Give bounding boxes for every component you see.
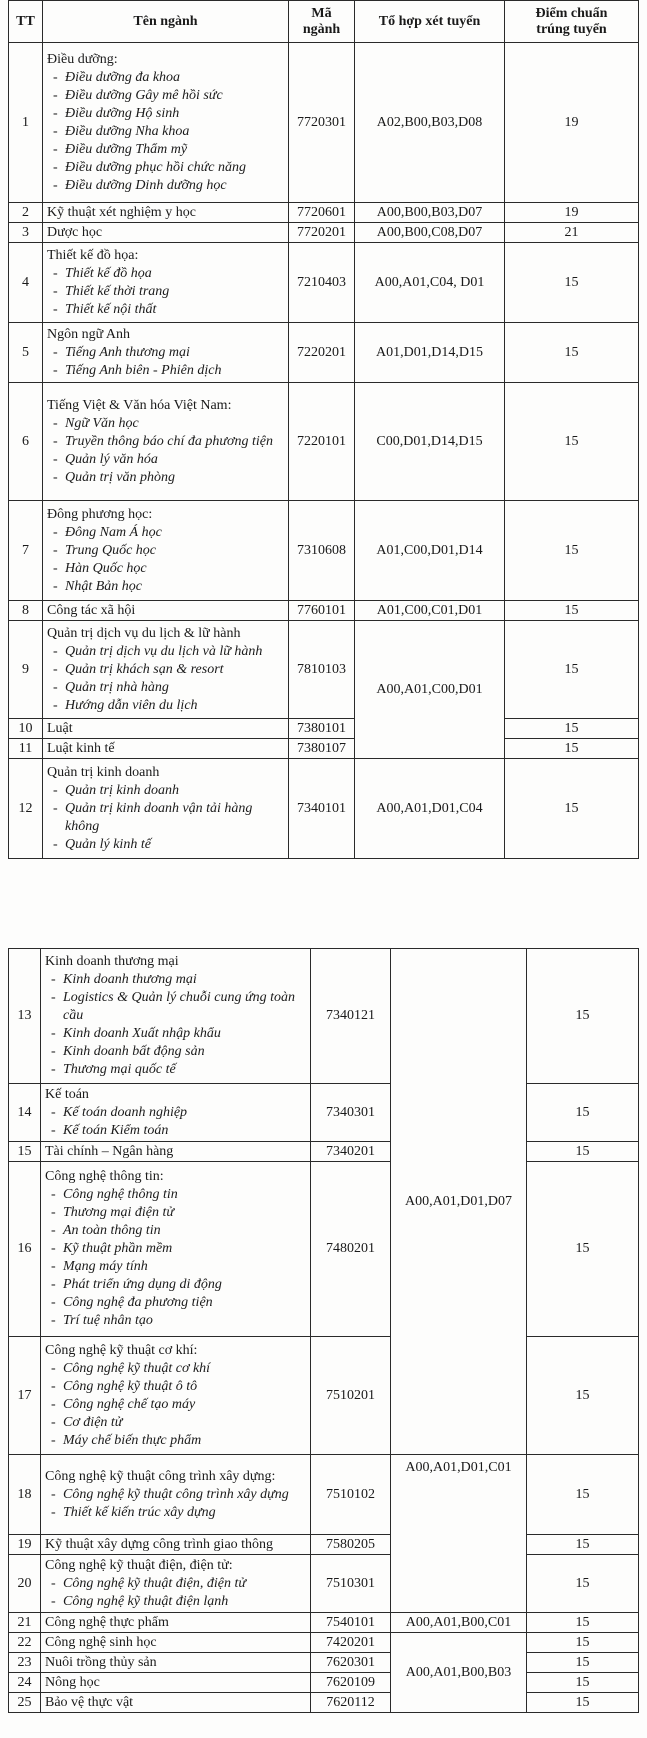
row-number: 17 <box>9 1337 41 1455</box>
row-number: 11 <box>9 739 43 759</box>
major-code: 7620301 <box>311 1653 391 1673</box>
major-code: 7510301 <box>311 1555 391 1613</box>
cutoff-score: 15 <box>527 1455 639 1535</box>
table-row <box>9 1693 639 1713</box>
major-code: 7510201 <box>311 1337 391 1455</box>
table-row <box>9 1653 639 1673</box>
table-row <box>9 1633 639 1653</box>
table-row <box>9 223 639 243</box>
table-row <box>9 1673 639 1693</box>
table-row <box>9 383 639 501</box>
major-code: 7580205 <box>311 1535 391 1555</box>
table-row <box>9 1535 639 1555</box>
major-name: Công nghệ thông tin: - Công nghệ thông tin - Thương mại điện tử - An toàn thông tin - Kỹ thuật phần mềm - Mạng máy tính - Phát triển ứng dụng di động - Công nghệ đa phương tiện - Trí tuệ nhân tạo <box>41 1162 311 1337</box>
cutoff-score: 15 <box>527 1633 639 1653</box>
major-code: 7540101 <box>311 1613 391 1633</box>
major-name: Dược học <box>43 223 289 243</box>
subject-combination: C00,D01,D14,D15 <box>355 383 505 501</box>
header-code: Mã ngành <box>289 1 355 43</box>
major-code: 7210403 <box>289 243 355 323</box>
cutoff-score: 19 <box>505 203 639 223</box>
row-number: 21 <box>9 1613 41 1633</box>
subject-combination: A01,C00,D01,D14 <box>355 501 505 601</box>
major-name: Công nghệ thực phẩm <box>41 1613 311 1633</box>
row-number: 16 <box>9 1162 41 1337</box>
major-name: Luật <box>43 719 289 739</box>
header-combo: Tổ hợp xét tuyển <box>355 1 505 43</box>
subject-combination: A00,B00,C08,D07 <box>355 223 505 243</box>
subject-combination: A00,A01,D01,C01 <box>391 1455 527 1613</box>
row-number: 9 <box>9 621 43 719</box>
major-code: 7810103 <box>289 621 355 719</box>
major-name: Điều dưỡng: - Điều dưỡng đa khoa - Điều dưỡng Gây mê hồi sức - Điều dưỡng Hộ sinh - Điều dưỡng Nha khoa - Điều dưỡng Thẩm mỹ - Điều dưỡng phục hồi chức năng - Điều dưỡng Dinh dưỡng học <box>43 43 289 203</box>
cutoff-score: 19 <box>505 43 639 203</box>
cutoff-score: 15 <box>527 1142 639 1162</box>
cutoff-score: 15 <box>505 739 639 759</box>
row-number: 18 <box>9 1455 41 1535</box>
major-code: 7340301 <box>311 1084 391 1142</box>
header-score: Điểm chuẩn trúng tuyển <box>505 1 639 43</box>
row-number: 5 <box>9 323 43 383</box>
major-code: 7340201 <box>311 1142 391 1162</box>
major-code: 7380107 <box>289 739 355 759</box>
cutoff-score: 15 <box>527 1162 639 1337</box>
page-break <box>0 880 647 920</box>
major-name: Công nghệ kỹ thuật công trình xây dựng: - Công nghệ kỹ thuật công trình xây dựng - Thiết kế kiến trúc xây dựng <box>41 1455 311 1535</box>
table-row <box>9 1337 639 1455</box>
cutoff-score: 15 <box>505 719 639 739</box>
table-row <box>9 719 639 739</box>
table-row <box>9 759 639 859</box>
cutoff-score: 15 <box>527 1673 639 1693</box>
row-number: 24 <box>9 1673 41 1693</box>
table-row <box>9 323 639 383</box>
major-name: Công nghệ kỹ thuật điện, điện tử: - Công nghệ kỹ thuật điện, điện tử - Công nghệ kỹ thuật điện lạnh <box>41 1555 311 1613</box>
subject-combination: A00,A01,C00,D01 <box>355 621 505 759</box>
major-name: Tài chính – Ngân hàng <box>41 1142 311 1162</box>
major-code: 7220201 <box>289 323 355 383</box>
row-number: 13 <box>9 949 41 1084</box>
major-name: Thiết kế đồ họa: - Thiết kế đồ họa - Thiết kế thời trang - Thiết kế nội thất <box>43 243 289 323</box>
table-row <box>9 601 639 621</box>
major-code: 7720601 <box>289 203 355 223</box>
major-code: 7720301 <box>289 43 355 203</box>
major-name: Kinh doanh thương mại - Kinh doanh thương mại - Logistics & Quản lý chuỗi cung ứng toàn cầu - Kinh doanh Xuất nhập khẩu - Kinh doanh bất động sản - Thương mại quốc tế <box>41 949 311 1084</box>
major-name: Nông học <box>41 1673 311 1693</box>
major-name: Kỹ thuật xây dựng công trình giao thông <box>41 1535 311 1555</box>
row-number: 1 <box>9 43 43 203</box>
cutoff-score: 15 <box>505 621 639 719</box>
cutoff-score: 15 <box>505 323 639 383</box>
table-row <box>9 43 639 203</box>
table-row <box>9 1084 639 1142</box>
major-code: 7620112 <box>311 1693 391 1713</box>
major-name: Công nghệ kỹ thuật cơ khí: - Công nghệ kỹ thuật cơ khí - Công nghệ kỹ thuật ô tô - Công nghệ chế tạo máy - Cơ điện tử - Máy chế biến thực phẩm <box>41 1337 311 1455</box>
table-header-row <box>9 1 639 43</box>
subject-combination: A00,B00,B03,D07 <box>355 203 505 223</box>
row-number: 19 <box>9 1535 41 1555</box>
major-code: 7220101 <box>289 383 355 501</box>
subject-combination: A00,A01,B00,B03 <box>391 1633 527 1713</box>
table-row <box>9 1613 639 1633</box>
major-name: Quản trị kinh doanh - Quản trị kinh doanh - Quản trị kinh doanh vận tải hàng không - Quản lý kinh tế <box>43 759 289 859</box>
major-name: Ngôn ngữ Anh - Tiếng Anh thương mại - Tiếng Anh biên - Phiên dịch <box>43 323 289 383</box>
table-row <box>9 739 639 759</box>
cutoff-score: 15 <box>527 1535 639 1555</box>
major-code: 7310608 <box>289 501 355 601</box>
admission-table-part-1 <box>8 0 639 859</box>
table-row <box>9 501 639 601</box>
row-number: 10 <box>9 719 43 739</box>
cutoff-score: 15 <box>527 1084 639 1142</box>
table-row <box>9 243 639 323</box>
subject-combination: A02,B00,B03,D08 <box>355 43 505 203</box>
subject-combination: A00,A01,D01,C04 <box>355 759 505 859</box>
major-code: 7340121 <box>311 949 391 1084</box>
cutoff-score: 15 <box>505 501 639 601</box>
major-code: 7620109 <box>311 1673 391 1693</box>
row-number: 7 <box>9 501 43 601</box>
major-name: Công nghệ sinh học <box>41 1633 311 1653</box>
row-number: 20 <box>9 1555 41 1613</box>
row-number: 8 <box>9 601 43 621</box>
major-name: Công tác xã hội <box>43 601 289 621</box>
table-row <box>9 203 639 223</box>
cutoff-score: 21 <box>505 223 639 243</box>
major-code: 7380101 <box>289 719 355 739</box>
table-row <box>9 621 639 719</box>
table-row <box>9 1555 639 1613</box>
major-name: Bảo vệ thực vật <box>41 1693 311 1713</box>
cutoff-score: 15 <box>527 1693 639 1713</box>
table-row <box>9 1142 639 1162</box>
subject-combination: A00,A01,C04, D01 <box>355 243 505 323</box>
row-number: 2 <box>9 203 43 223</box>
cutoff-score: 15 <box>527 1555 639 1613</box>
header-name: Tên ngành <box>43 1 289 43</box>
major-name: Kế toán - Kế toán doanh nghiệp - Kế toán Kiểm toán <box>41 1084 311 1142</box>
cutoff-score: 15 <box>527 949 639 1084</box>
major-name: Kỹ thuật xét nghiệm y học <box>43 203 289 223</box>
cutoff-score: 15 <box>505 759 639 859</box>
subject-combination: A00,A01,B00,C01 <box>391 1613 527 1633</box>
cutoff-score: 15 <box>505 383 639 501</box>
cutoff-score: 15 <box>505 601 639 621</box>
major-name: Luật kinh tế <box>43 739 289 759</box>
major-code: 7720201 <box>289 223 355 243</box>
admission-table-part-2 <box>8 948 639 1713</box>
row-number: 15 <box>9 1142 41 1162</box>
table-row <box>9 1162 639 1337</box>
cutoff-score: 15 <box>527 1337 639 1455</box>
major-code: 7420201 <box>311 1633 391 1653</box>
major-name: Quản trị dịch vụ du lịch & lữ hành - Quản trị dịch vụ du lịch và lữ hành - Quản trị khách sạn & resort - Quản trị nhà hàng - Hướng dẫn viên du lịch <box>43 621 289 719</box>
row-number: 25 <box>9 1693 41 1713</box>
table-row <box>9 949 639 1084</box>
major-code: 7510102 <box>311 1455 391 1535</box>
major-name: Đông phương học: - Đông Nam Á học - Trung Quốc học - Hàn Quốc học - Nhật Bản học <box>43 501 289 601</box>
subject-combination: A01,C00,C01,D01 <box>355 601 505 621</box>
cutoff-score: 15 <box>527 1613 639 1633</box>
header-tt: TT <box>9 1 43 43</box>
row-number: 23 <box>9 1653 41 1673</box>
subject-combination: A00,A01,D01,D07 <box>391 949 527 1455</box>
subject-combination: A01,D01,D14,D15 <box>355 323 505 383</box>
row-number: 12 <box>9 759 43 859</box>
major-name: Nuôi trồng thủy sản <box>41 1653 311 1673</box>
cutoff-score: 15 <box>527 1653 639 1673</box>
cutoff-score: 15 <box>505 243 639 323</box>
row-number: 4 <box>9 243 43 323</box>
row-number: 6 <box>9 383 43 501</box>
table-row <box>9 1455 639 1535</box>
major-code: 7340101 <box>289 759 355 859</box>
major-code: 7480201 <box>311 1162 391 1337</box>
major-name: Tiếng Việt & Văn hóa Việt Nam: - Ngữ Văn học - Truyền thông báo chí đa phương tiện - Quản lý văn hóa - Quản trị văn phòng <box>43 383 289 501</box>
row-number: 22 <box>9 1633 41 1653</box>
row-number: 3 <box>9 223 43 243</box>
major-code: 7760101 <box>289 601 355 621</box>
row-number: 14 <box>9 1084 41 1142</box>
